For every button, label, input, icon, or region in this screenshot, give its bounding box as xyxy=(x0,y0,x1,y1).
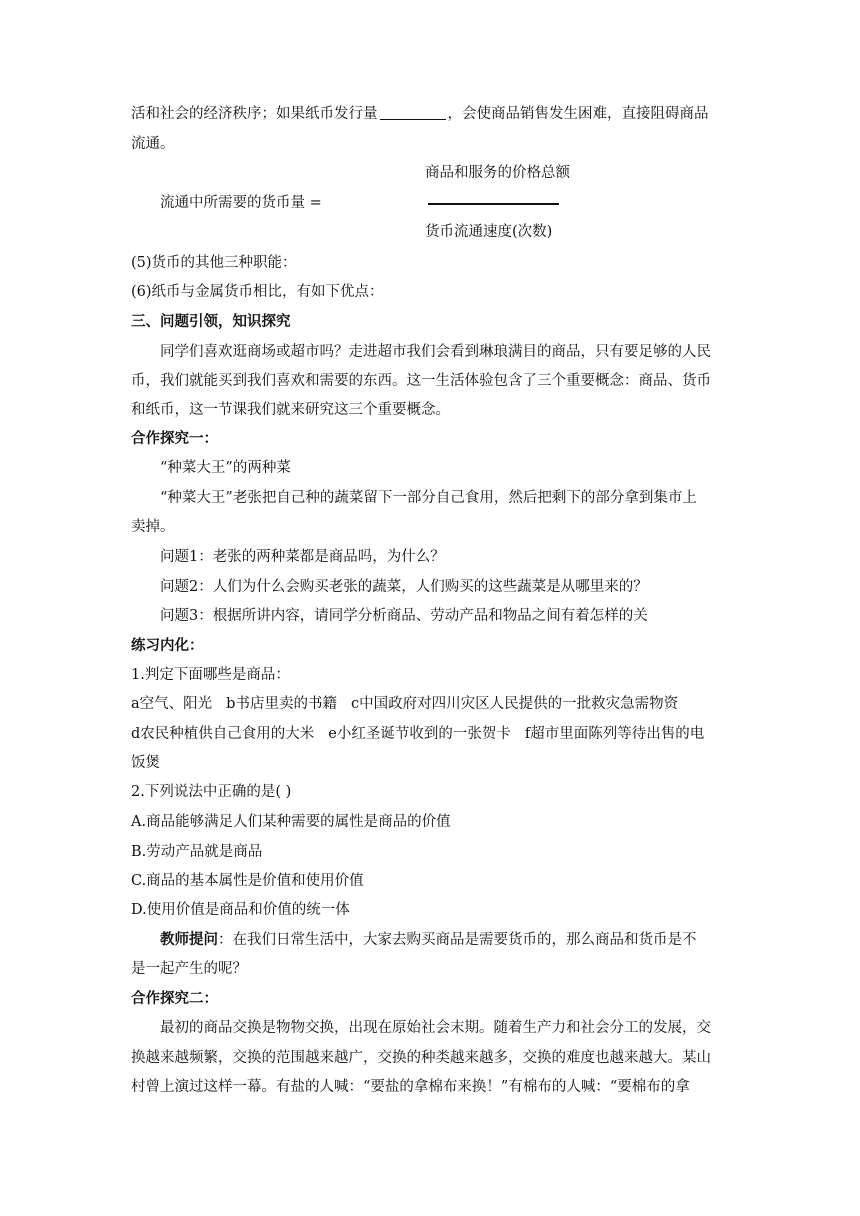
text-line: (6)纸币与金属货币相比，有如下优点： xyxy=(131,284,384,300)
section-heading: 三、问题引领，知识探究 xyxy=(131,313,291,330)
question-line: 问题3：根据所讲内容，请同学分析商品、劳动产品和物品之间有着怎样的关 xyxy=(160,608,648,624)
paragraph-line: 卖掉。 xyxy=(131,519,175,535)
exercise-line: 饭煲 xyxy=(131,755,160,771)
paragraph-line: 币，我们就能买到我们喜欢和需要的东西。这一生活体验包含了三个重要概念：商品、货币 xyxy=(131,373,711,389)
question-line: 问题1：老张的两种菜都是商品吗，为什么？ xyxy=(160,549,445,565)
question-line: 问题2：人们为什么会购买老张的蔬菜，人们购买的这些蔬菜是从哪里来的？ xyxy=(160,579,648,595)
option-item: d农民种植供自己食用的大米 xyxy=(131,726,315,742)
paragraph-line: 村曾上演过这样一幕。有盐的人喊：“要盐的拿棉布来换！”有棉布的人喊：“要棉布的拿 xyxy=(131,1079,690,1095)
text-line: 流通。 xyxy=(131,136,175,152)
exercise-line: 1.判定下面哪些是商品： xyxy=(131,667,290,683)
option-item: b书店里卖的书籍 xyxy=(226,696,337,712)
choice-c: C.商品的基本属性是价值和使用价值 xyxy=(131,873,364,889)
choice-d: D.使用价值是商品和价值的统一体 xyxy=(131,902,350,918)
paragraph-line: “种菜大王”老张把自己种的蔬菜留下一部分自己食用，然后把剩下的部分拿到集市上 xyxy=(160,490,697,506)
option-item: c中国政府对四川灾区人民提供的一批救灾急需物资 xyxy=(350,696,679,712)
text-segment: ：在我们日常生活中，大家去购买商品是需要货币的，那么商品和货币是不 xyxy=(218,932,697,948)
paragraph-line: 最初的商品交换是物物交换，出现在原始社会末期。随着生产力和社会分工的发展，交 xyxy=(160,1020,711,1036)
fill-blank xyxy=(380,105,446,120)
exercise-line: 2.下列说法中正确的是( ) xyxy=(131,784,292,800)
formula-denominator: 货币流通速度(次数) xyxy=(425,224,553,240)
subsection-heading: 合作探究二： xyxy=(131,990,218,1007)
teacher-label: 教师提问 xyxy=(160,931,218,948)
case-title: “种菜大王”的两种菜 xyxy=(160,460,291,476)
option-item: a空气、阳光 xyxy=(131,696,213,712)
option-item: e小红圣诞节收到的一张贺卡 xyxy=(328,726,511,742)
paragraph-line: 和纸币，这一节课我们就来研究这三个重要概念。 xyxy=(131,402,450,418)
exercise-options xyxy=(131,724,704,744)
option-item: f超市里面陈列等待出售的电 xyxy=(524,726,705,742)
subsection-heading: 练习内化： xyxy=(131,637,204,654)
text-segment: ，会使商品销售发生困难，直接阻碍商品 xyxy=(447,106,709,122)
subsection-heading: 合作探究一： xyxy=(131,430,218,447)
formula-left: 流通中所需要的货币量 = xyxy=(160,195,322,211)
teacher-question xyxy=(160,930,697,950)
formula-numerator: 商品和服务的价格总额 xyxy=(425,165,570,181)
choice-b: B.劳动产品就是商品 xyxy=(131,844,263,860)
text-segment: 活和社会的经济秩序；如果纸币发行量 xyxy=(131,106,378,122)
choice-a: A.商品能够满足人们某种需要的属性是商品的价值 xyxy=(131,814,451,830)
paragraph-line: 换越来越频繁，交换的范围越来越广，交换的种类越来越多，交换的难度也越来越大。某山 xyxy=(131,1050,711,1066)
paragraph-line: 同学们喜欢逛商场或超市吗？走进超市我们会看到琳琅满目的商品，只有要足够的人民 xyxy=(160,344,711,360)
text-line xyxy=(131,104,709,124)
paragraph-line: 是一起产生的呢？ xyxy=(131,961,247,977)
exercise-options xyxy=(131,694,678,714)
fraction-bar xyxy=(428,203,559,205)
text-line: (5)货币的其他三种职能： xyxy=(131,255,297,271)
